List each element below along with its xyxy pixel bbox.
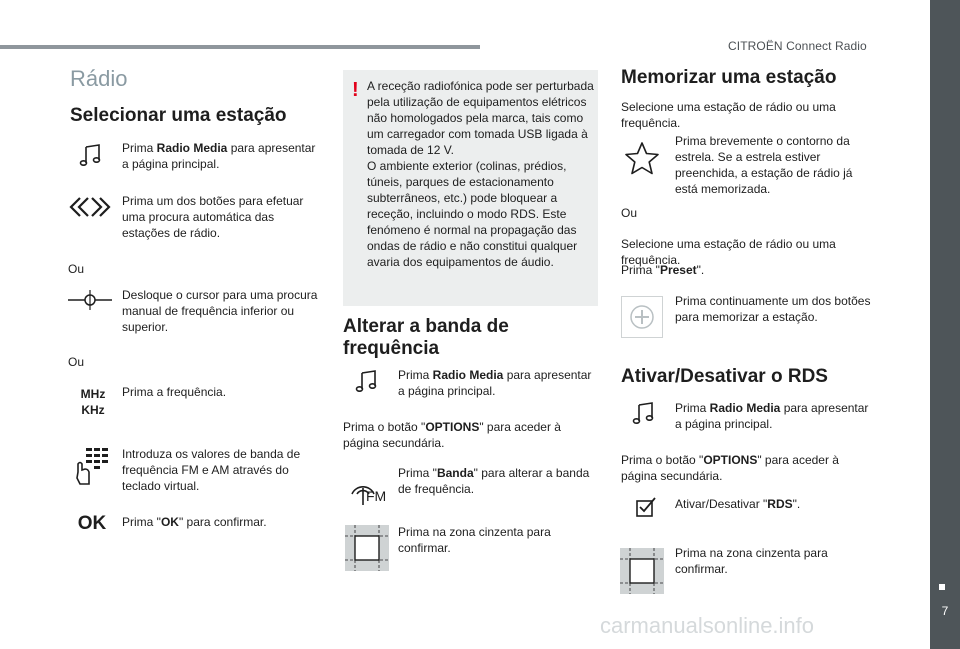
warning-icon: ! <box>352 79 359 101</box>
khz-label: KHz <box>81 403 105 417</box>
heading-select-station: Selecionar uma estação <box>70 105 287 126</box>
fm-label: FM <box>366 488 387 504</box>
rds-options-paragraph: Prima o botão "OPTIONS" para aceder à página secundária. <box>621 453 839 483</box>
step-ok-confirm: Prima "OK" para confirmar. <box>122 515 267 529</box>
header-rule <box>0 45 480 49</box>
frequency-slider-icon <box>66 288 114 312</box>
music-note-icon <box>348 368 384 394</box>
header-brand: CITROËN Connect Radio <box>728 39 867 53</box>
watermark: carmanualsonline.info <box>600 613 815 638</box>
preset-plus-icon <box>621 296 663 338</box>
page-number: 7 <box>941 604 949 618</box>
or-label-2: Ou <box>68 355 85 369</box>
music-note-icon <box>72 142 108 168</box>
page-marker <box>939 584 945 590</box>
step-virtual-keyboard: Introduza os valores de banda de frequência FM e AM através do teclado virtual. <box>122 447 301 493</box>
heading-memorize-station: Memorizar uma estação <box>621 67 837 88</box>
step-radio-media: Prima Radio Media para apresentar a página principal. <box>122 141 316 171</box>
or-label-3: Ou <box>621 206 638 220</box>
section-title: Rádio <box>70 66 128 91</box>
grey-zone-icon <box>345 525 389 571</box>
step-auto-seek: Prima um dos botões para efetuar uma procura automática das estações de rádio. <box>122 194 304 240</box>
memorize-preset-step: Prima "Preset". <box>621 263 705 277</box>
band-step-banda: Prima "Banda" para alterar a banda de frequência. <box>398 466 590 496</box>
mhz-khz-icon <box>78 386 108 418</box>
keypad-icon <box>72 446 112 488</box>
band-options-paragraph: Prima o botão "OPTIONS" para aceder à página secundária. <box>343 420 561 450</box>
rds-toggle-step: Ativar/Desativar "RDS". <box>675 497 801 511</box>
checkbox-icon <box>630 494 660 520</box>
memorize-star-step: Prima brevemente o contorno da estrela. Se a estrela estiver preenchida, a estação de rádio já está memorizada. <box>675 134 853 196</box>
step-manual-seek: Desloque o cursor para uma procura manual de frequência inferior ou superior. <box>122 288 318 334</box>
heading-rds: Ativar/Desativar o RDS <box>621 366 828 387</box>
star-outline-icon <box>621 138 663 178</box>
music-note-icon <box>625 400 661 426</box>
or-label-1: Ou <box>68 262 85 276</box>
rds-grey-zone-step: Prima na zona cinzenta para confirmar. <box>675 546 828 576</box>
memorize-plus-step: Prima continuamente um dos botões para memorizar a estação. <box>675 294 871 324</box>
memorize-intro-2: Selecione uma estação de rádio ou uma frequência. <box>621 237 836 267</box>
step-press-frequency: Prima a frequência. <box>122 385 227 399</box>
ok-icon: OK <box>77 513 107 534</box>
fm-band-icon <box>346 472 390 506</box>
seek-arrows-icon <box>68 195 112 219</box>
band-step-radio-media: Prima Radio Media para apresentar a página principal. <box>398 368 592 398</box>
grey-zone-icon <box>620 548 664 594</box>
band-step-grey-zone: Prima na zona cinzenta para confirmar. <box>398 525 551 555</box>
memorize-intro-1: Selecione uma estação de rádio ou uma frequência. <box>621 100 836 130</box>
heading-change-band: Alterar a banda de frequência <box>343 316 509 359</box>
rds-step-radio-media: Prima Radio Media para apresentar a página principal. <box>675 401 869 431</box>
warning-text: A receção radiofónica pode ser perturbada pela utilização de equipamentos elétricos não homologados pela marca, tais como um carregador com tomada USB ligada à tomada de 12 V. O ambiente exterior (colinas, prédios, túneis, parques de estacionamento subterrâneos, etc.) pode bloquear a receção, incluindo o modo RDS. Este fenómeno é normal na propagação das ondas de rádio e não constitui qualquer avaria dos equipamentos de áudio. <box>367 79 594 269</box>
mhz-label: MHz <box>80 387 106 401</box>
right-sidebar <box>930 0 960 649</box>
